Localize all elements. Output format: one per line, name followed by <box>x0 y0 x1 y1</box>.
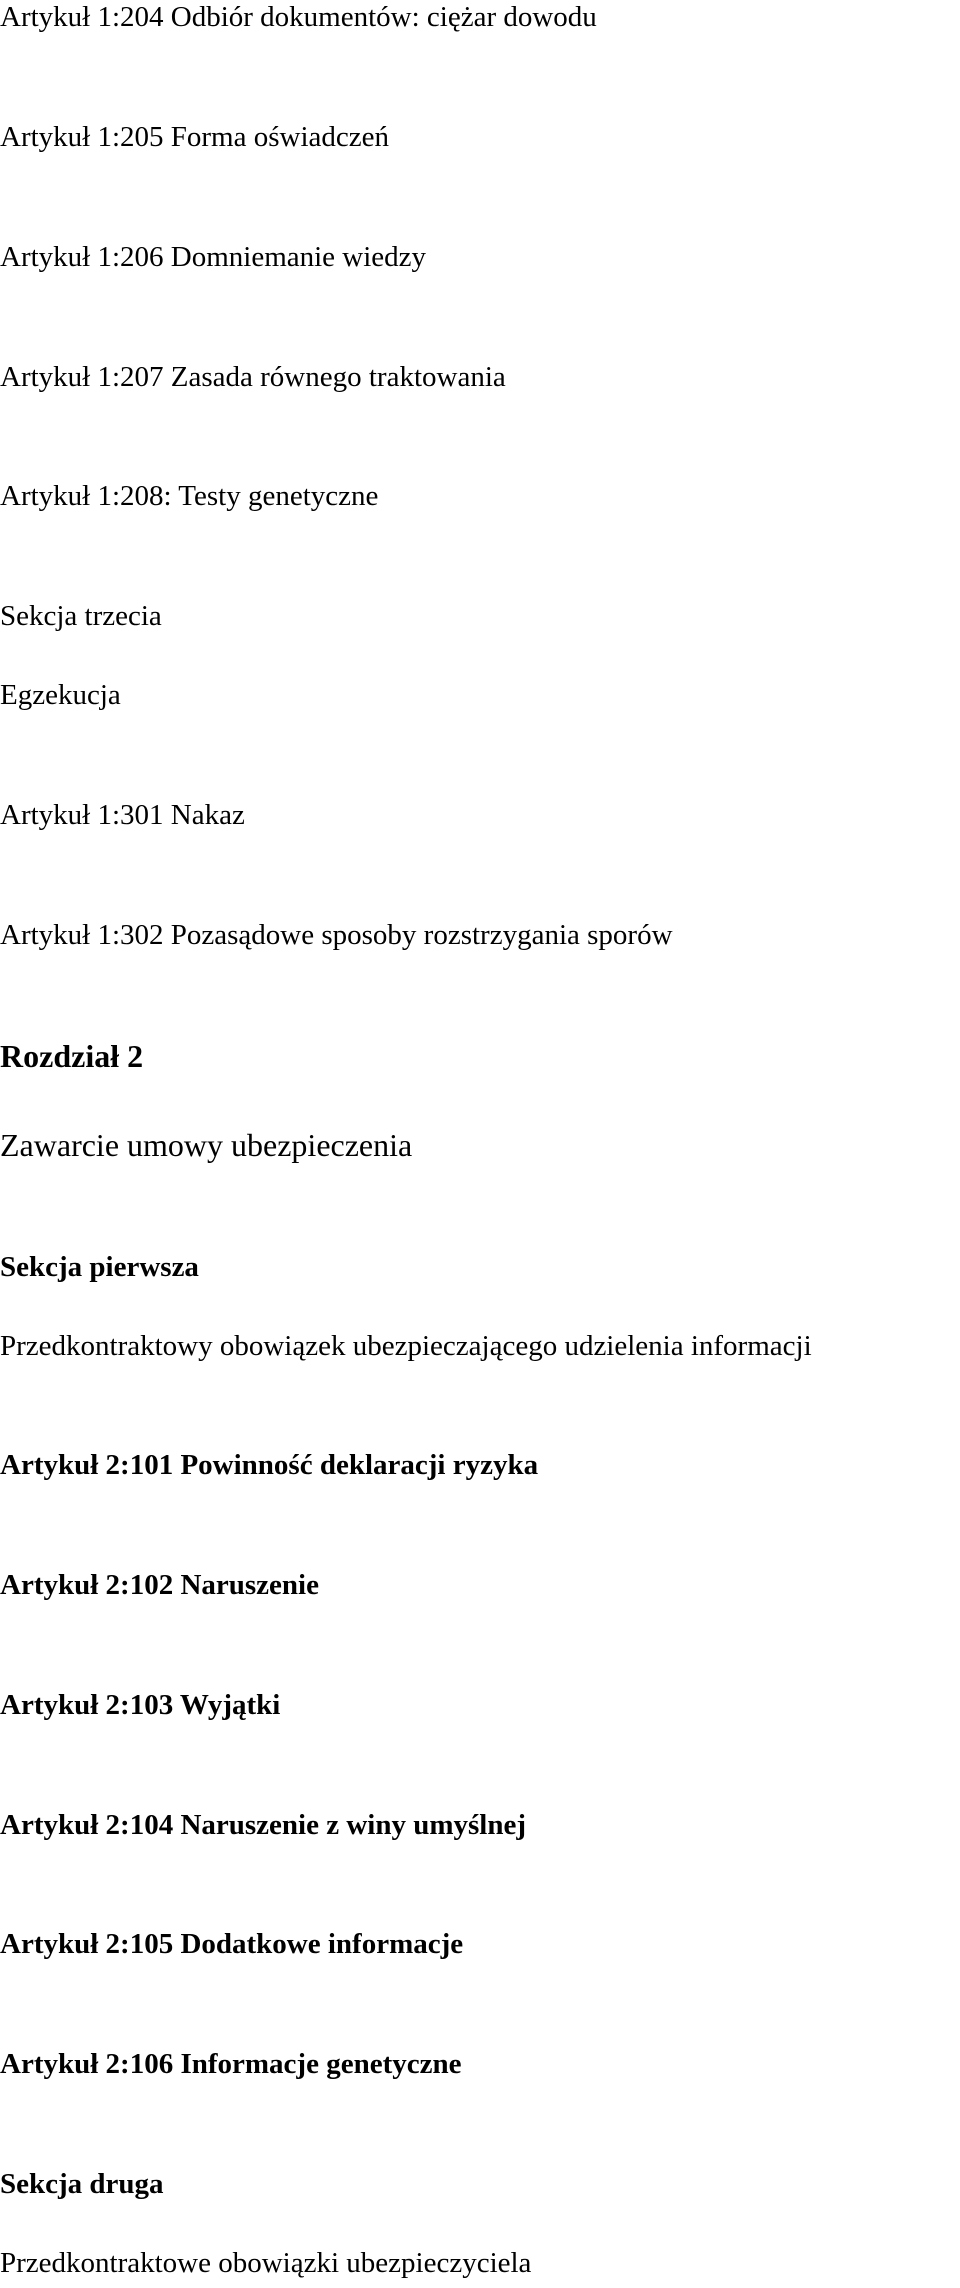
article-1-208-heading: Artykuł 1:208: Testy genetyczne <box>0 480 379 512</box>
chapter-2-title: Zawarcie umowy ubezpieczenia <box>0 1127 413 1163</box>
article-2-103-heading: Artykuł 2:103 Wyjątki <box>0 1689 281 1721</box>
article-1-301-heading: Artykuł 1:301 Nakaz <box>0 799 245 831</box>
chapter-2-heading: Rozdział 2 <box>0 1038 144 1074</box>
section-2-heading: Sekcja druga <box>0 2168 164 2200</box>
section-1-title: Przedkontraktowy obowiązek ubezpieczającego udzielenia informacji <box>0 1330 812 1362</box>
section-1-heading: Sekcja pierwsza <box>0 1251 199 1283</box>
section-3-heading: Sekcja trzecia <box>0 600 162 632</box>
section-2-title: Przedkontraktowe obowiązki ubezpieczyciela <box>0 2247 532 2279</box>
article-1-207-heading: Artykuł 1:207 Zasada równego traktowania <box>0 361 506 393</box>
article-2-102-heading: Artykuł 2:102 Naruszenie <box>0 1569 319 1601</box>
article-1-204-heading: Artykuł 1:204 Odbiór dokumentów: ciężar dowodu <box>0 1 597 33</box>
article-2-106-heading: Artykuł 2:106 Informacje genetyczne <box>0 2048 462 2080</box>
article-2-101-heading: Artykuł 2:101 Powinność deklaracji ryzyka <box>0 1449 539 1481</box>
article-1-302-heading: Artykuł 1:302 Pozasądowe sposoby rozstrzygania sporów <box>0 919 673 951</box>
article-1-205-heading: Artykuł 1:205 Forma oświadczeń <box>0 121 390 153</box>
article-2-104-heading: Artykuł 2:104 Naruszenie z winy umyślnej <box>0 1809 527 1841</box>
section-3-title: Egzekucja <box>0 679 121 711</box>
article-2-105-heading: Artykuł 2:105 Dodatkowe informacje <box>0 1928 464 1960</box>
article-1-206-heading: Artykuł 1:206 Domniemanie wiedzy <box>0 241 427 273</box>
